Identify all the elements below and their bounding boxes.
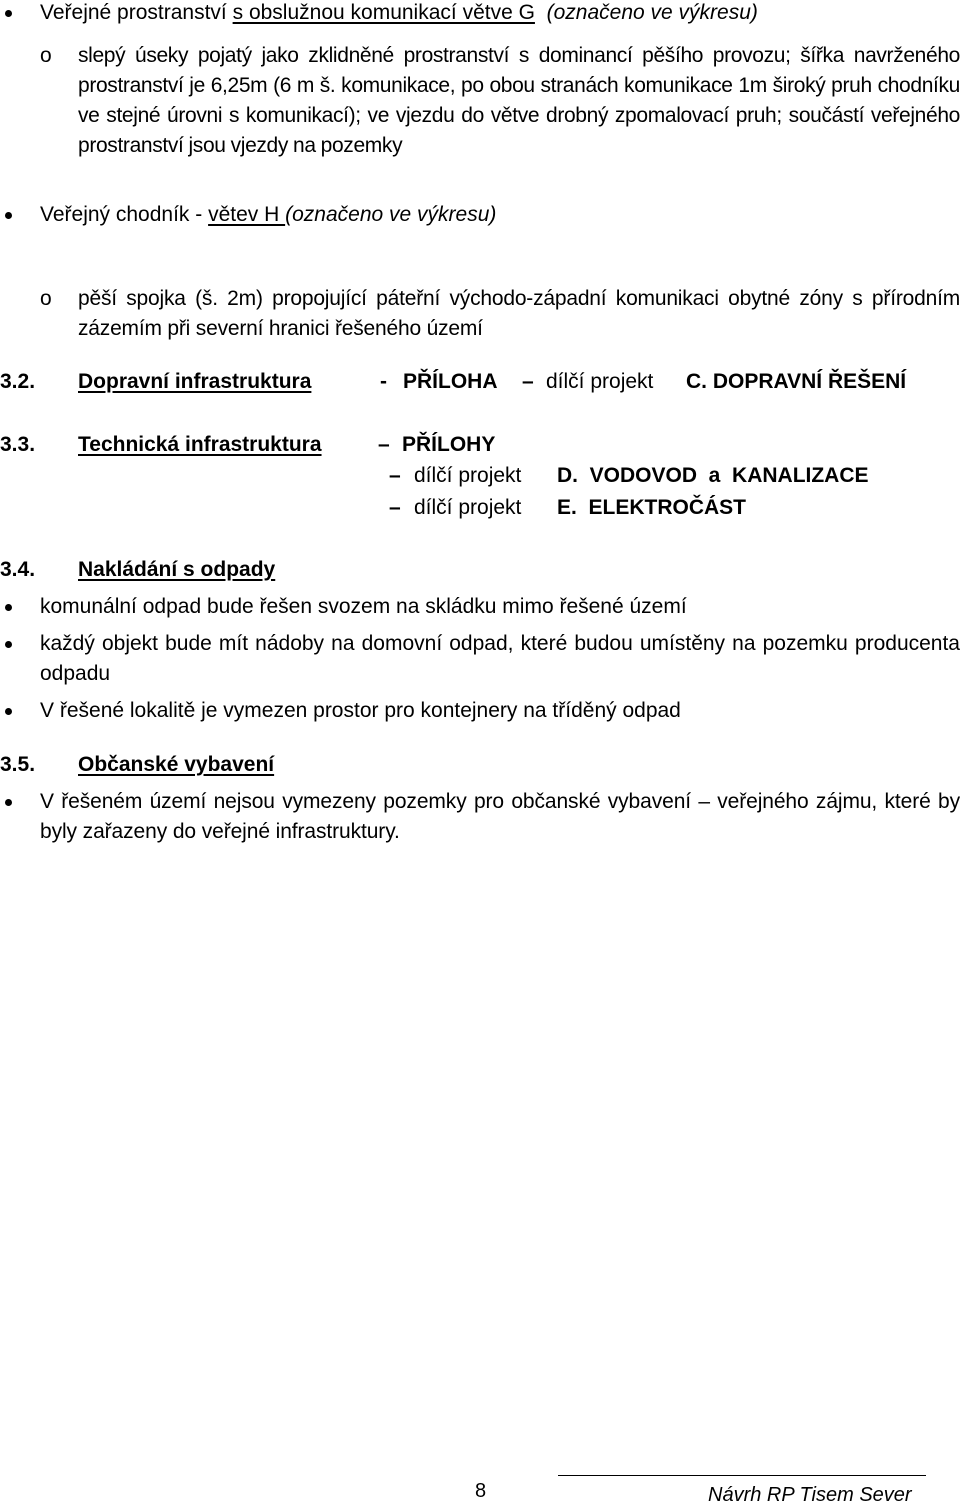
- sub-item-text: slepý úseky pojatý jako zklidněné prostranství s dominancí pěšího provozu; šířka navrženého prostranství je 6,25m (6 m š. komunikace, po obou stranách komunikace 1m široký pruh chodníku ve stejné úrovni s komunikací); ve vjezdu do větve drobný zpomalovací pruh; součástí veřejného prostranství jsou vjezdy na pozemky: [78, 44, 960, 157]
- section-title: Občanské vybavení: [78, 753, 275, 776]
- attachment-dash: –: [378, 433, 390, 456]
- list-item-text: komunální odpad bude řešen svozem na skládku mimo řešené území: [40, 595, 687, 618]
- bullet-item-vetev-h: [0, 200, 960, 230]
- section-number: 3.2.: [0, 370, 36, 393]
- project-name: E. ELEKTROČÁST: [557, 496, 747, 519]
- section-number: 3.5.: [0, 753, 36, 776]
- subproject-dash: –: [389, 464, 401, 487]
- bullet-icon: [5, 708, 12, 715]
- list-item-text: V řešeném území nejsou vymezeny pozemky pro občanské vybavení – veřejného zájmu, které by byly zařazeny do veřejné infrastruktury.: [40, 790, 960, 843]
- item-label: Veřejný chodník -: [40, 203, 209, 226]
- item-note: (označeno ve výkresu): [285, 203, 497, 226]
- bullet-icon: [5, 604, 12, 611]
- section-number: 3.4.: [0, 558, 36, 581]
- section-heading-3-5: [0, 750, 960, 780]
- footer-document-title: Návrh RP Tisem Sever: [708, 1484, 912, 1506]
- item-label: Veřejné prostranství: [40, 1, 233, 24]
- attachment-dash: –: [522, 370, 534, 393]
- item-note: (označeno ve výkresu): [546, 1, 758, 24]
- subproject-row: [0, 493, 960, 523]
- footer-divider: [558, 1475, 926, 1476]
- attachment-label: PŘÍLOHY: [402, 433, 496, 456]
- section-separator: -: [380, 370, 387, 393]
- subproject-dash: –: [389, 496, 401, 519]
- bullet-icon: [5, 212, 12, 219]
- section-title: Nakládání s odpady: [78, 558, 276, 581]
- sub-bullet-marker: o: [40, 44, 52, 67]
- subproject-label: dílčí projekt: [414, 464, 522, 487]
- list-item-text: každý objekt bude mít nádoby na domovní odpad, které budou umístěny na pozemku producenta odpadu: [40, 632, 960, 685]
- attachment-label: PŘÍLOHA: [403, 370, 498, 393]
- section-heading-3-4: [0, 555, 960, 585]
- section-title: Technická infrastruktura: [78, 433, 322, 456]
- project-name: C. DOPRAVNÍ ŘEŠENÍ: [686, 370, 907, 393]
- section-heading-3-3: [0, 430, 960, 526]
- section-heading-3-2: [0, 367, 960, 397]
- bullet-icon: [5, 641, 12, 648]
- bullet-icon: [5, 799, 12, 806]
- sub-item-text: pěší spojka (š. 2m) propojující páteřní východo-západní komunikaci obytné zóny s přírodním zázemím při severní hranici řešeného území: [78, 287, 960, 340]
- section-number: 3.3.: [0, 433, 36, 456]
- subproject-row: [0, 461, 960, 491]
- subproject-label: dílčí projekt: [414, 496, 522, 519]
- sub-bullet-marker: o: [40, 287, 52, 310]
- list-item-text: V řešené lokalitě je vymezen prostor pro kontejnery na tříděný odpad: [40, 699, 681, 722]
- item-label-underlined: větev H: [208, 203, 286, 226]
- section-title: Dopravní infrastruktura: [78, 370, 312, 393]
- project-name: D. VODOVOD a KANALIZACE: [557, 464, 869, 487]
- bullet-icon: [5, 10, 12, 17]
- item-label-underlined: s obslužnou komunikací větve G: [232, 1, 535, 24]
- subproject-label: dílčí projekt: [546, 370, 654, 393]
- bullet-item-vetev-g: [0, 0, 960, 28]
- page-number: 8: [475, 1480, 487, 1502]
